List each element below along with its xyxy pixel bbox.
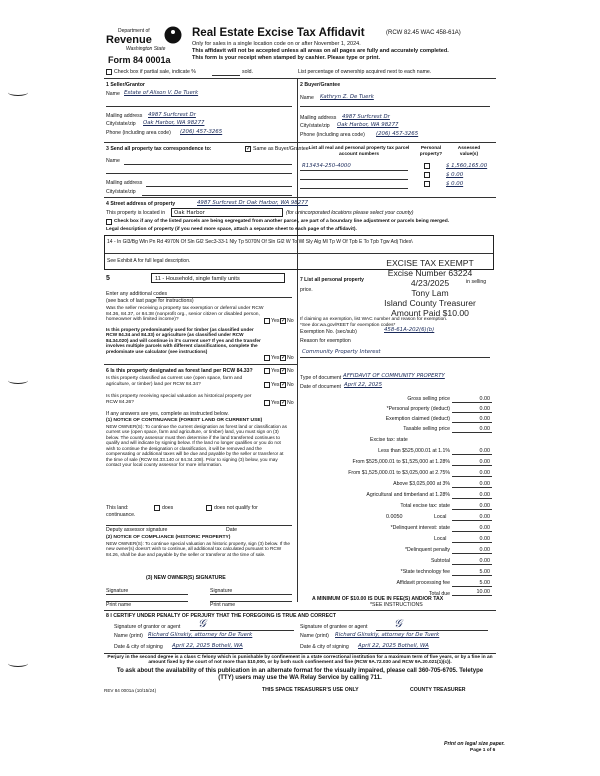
total-state-value[interactable]: 0.00 — [479, 503, 490, 509]
taxable-label: Taxable selling price — [403, 426, 450, 432]
tier3-label: From $1,525,000.01 to $3,025,000 at 2.75% — [348, 470, 450, 476]
proc-fee-line — [452, 586, 492, 587]
s6-q2-no-label: No — [287, 382, 294, 388]
subtotal-value[interactable]: 0.00 — [479, 558, 490, 564]
perjury-note: Perjury in the second degree is a class C felony which is punishable by confinement in a state correctional institution for a maximum term of five years, or by a fine in an amount fixed by the court of not more than $10,000, or by both such confinement and fine (RCW 9A.72.030 and RCW 9A.20.021(1)(c)). — [107, 655, 493, 666]
partial-pct-line — [212, 75, 240, 76]
gross-value[interactable]: 0.00 — [479, 396, 490, 402]
subtotal-label: Subtotal — [430, 558, 450, 564]
s6-ifyes: If any answers are yes, complete as instructed below. — [106, 411, 229, 417]
dor-logo-icon — [164, 26, 182, 44]
buyer-phone[interactable]: (206) 457-3265 — [376, 131, 419, 137]
notice2-heading: (2) NOTICE OF COMPLIANCE (HISTORIC PROPERTY) — [106, 535, 231, 540]
tier1-line — [452, 454, 492, 455]
header-note-2: This affidavit will not be accepted unless all areas on all pages are fully and accurately completed. — [192, 48, 449, 54]
grantor-name[interactable]: Richard Glinskiy, attorney for De Tuerk — [148, 632, 253, 638]
q1-yes-checkbox[interactable] — [264, 318, 270, 324]
page-number: Page 1 of 6 — [470, 748, 496, 753]
continuance-label: continuance. — [106, 512, 136, 518]
total-state-label: Total excise tax: state — [400, 503, 450, 509]
seller-phone-label: Phone (including area code) — [106, 130, 171, 136]
minimum-note: A MINIMUM OF $10.00 IS DUE IN FEE(S) AND/OR TAX — [312, 596, 444, 602]
buyer-address[interactable]: 4987 Surfcrest Dr — [342, 114, 390, 120]
exemption-no[interactable]: 458-61A-202(6)(b) — [384, 327, 435, 333]
subtotal-line — [452, 564, 492, 565]
delinq-pen-label: *Delinquent penalty — [405, 547, 450, 553]
tech-fee-value[interactable]: 5.00 — [479, 569, 490, 575]
land-use-select[interactable] — [151, 273, 285, 283]
tier1-value[interactable]: 0.00 — [479, 448, 490, 454]
does-not-label: does not qualify for — [214, 505, 258, 511]
rule-6 — [104, 364, 297, 365]
tier3-line — [452, 476, 492, 477]
grantor-date-label: Date & city of signing — [114, 644, 163, 650]
tier5-line — [452, 498, 492, 499]
s6-q1-no-label: No — [287, 368, 294, 374]
parcel-line-3 — [300, 188, 408, 189]
proc-fee-label: Affidavit processing fee — [396, 580, 450, 586]
form-title: Real Estate Excise Tax Affidavit — [192, 27, 365, 39]
s6-q1-yes[interactable] — [264, 368, 270, 374]
buyer-name-label: Name — [300, 95, 314, 101]
s3-addr-label: Mailing address — [106, 180, 143, 186]
legal-description: 14 - In Gl3/Bg Wln Pn Rd 4970N Of Sln Gl2 Sec3-33-1 Nly Tp 5070N Of Sln Gl2 W To Wl Sly Alg Ml Tp W Of Tpb E To Tpb Tgw Adj Tides\ — [107, 239, 413, 245]
section7-heading: 7 List all personal property — [300, 277, 364, 283]
sig-grantor-label: Signature of grantor or agent — [114, 624, 181, 630]
q1-yes-label: Yes — [271, 318, 280, 324]
boundary-checkbox[interactable] — [106, 219, 112, 225]
seller-addr-label: Mailing address — [106, 113, 143, 119]
exemption-reason[interactable]: Community Property Interest — [302, 349, 381, 355]
land-use-value: 11 - Household, single family units — [155, 276, 240, 282]
sold-label: sold. — [242, 69, 253, 75]
selling-label: in selling — [466, 279, 487, 285]
rule-footer — [104, 653, 496, 654]
tier2-label: From $525,000.01 to $1,525,000 at 1.28% — [352, 459, 450, 465]
taxable-value[interactable]: 0.00 — [479, 426, 490, 432]
print-line-2 — [210, 601, 292, 602]
parcel-line-1 — [300, 170, 408, 171]
this-land-label: This land: — [106, 505, 129, 511]
personal-checkbox-1[interactable] — [424, 163, 430, 169]
seller-extra-line — [106, 106, 292, 107]
see-instructions: *SEE INSTRUCTIONS — [370, 602, 423, 608]
stamp-line-4: Tony Lam — [411, 288, 449, 298]
tier5-value[interactable]: 0.00 — [479, 492, 490, 498]
sig-line-2 — [210, 594, 292, 595]
punch-mark — [8, 89, 28, 96]
header-note-3: This form is your receipt when stamped by cashier. Please type or print. — [192, 55, 380, 61]
q2-yes-label: Yes — [271, 355, 280, 361]
exclaimed-value[interactable]: 0.00 — [479, 416, 490, 422]
local-value[interactable]: 0.00 — [479, 514, 490, 520]
does-label: does — [162, 505, 174, 511]
tech-fee-line — [452, 575, 492, 576]
rule-3 — [104, 142, 496, 143]
buyer-heading: 2 Buyer/Grantee — [300, 82, 341, 88]
buyer-addr-label: Mailing address — [300, 115, 337, 121]
q2-no-checkbox[interactable]: ✓ — [281, 355, 287, 361]
grantee-signature[interactable]: 𝒢 — [394, 617, 402, 630]
sig-grantee-label: Signature of grantee or agent — [300, 624, 368, 630]
seller-heading: 1 Seller/Grantor — [106, 82, 145, 88]
local2-label: Local — [434, 536, 447, 542]
sig-line-1 — [106, 594, 188, 595]
total-due-value[interactable]: 10.00 — [476, 589, 490, 595]
personal-checkbox-3[interactable] — [424, 181, 430, 187]
doctype-label: Type of document — [300, 375, 342, 381]
seller-city-label: City/state/zip — [106, 121, 136, 127]
header-note-1: Only for sales in a single location code on or after November 1, 2024. — [192, 41, 361, 47]
personal-line — [452, 412, 492, 413]
grantee-date[interactable]: April 22, 2025 Bothell, WA — [358, 643, 429, 649]
assessed-value-1[interactable]: $ 1,560,165.00 — [446, 163, 488, 169]
section8-heading: 8 I CERTIFY UNDER PENALTY OF PERJURY THAT THE FOREGOING IS TRUE AND CORRECT — [106, 613, 336, 619]
print-name-label-1: Print name — [106, 602, 132, 608]
notice1-body: NEW OWNER(S): To continue the current designation as forest land or classification as current use (open space, farm and agriculture, or timber) land, you must sign on (3) below. The county assessor must then determine if the land transferred continues to qualify and will indicate by signing below. If the land no longer qualifies or you do not wish to continue the designation or classification, it will be removed and the compensating or additional taxes will be due and payable by the seller or transferor at the time of sale (RCW 84.33.140 or 84.34.108). Prior to signing (3) below, you may contact your local county assessor for more information. — [106, 424, 287, 468]
q1-no-label: No — [287, 318, 294, 324]
delinq-int-label: *Delinquent interest: state — [390, 525, 450, 531]
stamp-line-6: Amount Paid $10.00 — [391, 308, 469, 318]
parcel-line-2 — [300, 179, 408, 180]
assessed-value-2[interactable]: $ 0.00 — [446, 172, 464, 178]
reason-label: Reason for exemption — [300, 338, 351, 344]
personal-checkbox-2[interactable] — [424, 172, 430, 178]
exemption-no-label: Exemption No. (sec/sub) — [300, 329, 357, 335]
local-label: Local — [434, 514, 447, 520]
print-line-1 — [106, 601, 188, 602]
gross-line — [452, 402, 492, 403]
signature-label-1: Signature — [106, 588, 129, 594]
claim-label: If claiming an exemption, list WAC number and reason for exemption. *See dor.wa.gov/REET for exemption codes* — [300, 317, 448, 328]
state-tax-label: Excise tax: state — [370, 437, 408, 443]
section4-heading: 4 Street address of property — [106, 201, 176, 207]
q1-no-checkbox[interactable]: ✓ — [281, 318, 287, 324]
delinq-pen-line — [452, 553, 492, 554]
delinq-pen-value[interactable]: 0.00 — [479, 547, 490, 553]
ownership-note: List percentage of ownership acquired next to each name. — [298, 69, 432, 75]
seller-name[interactable]: Estate of Alison V. De Tuerk — [124, 90, 199, 96]
location-select[interactable] — [171, 208, 283, 217]
tier2-line — [452, 465, 492, 466]
sig-grantor-line — [190, 630, 294, 631]
s6-q1-no[interactable]: ✓ — [281, 368, 287, 374]
s6-q1-yes-label: Yes — [271, 368, 280, 374]
personal-heading: Personal property? — [419, 146, 443, 157]
seller-address[interactable]: 4987 Surfcrest Dr — [148, 112, 196, 118]
grantee-name[interactable]: Richard Glinskiy, attorney for De Tuerk — [335, 632, 440, 638]
does-checkbox[interactable] — [154, 505, 160, 511]
buyer-extra-line — [300, 106, 490, 107]
timber-question: Is this property predominately used for timber (as classified under RCW 84.34 and 84.33) or agriculture (as classified under RCW 84.34.020) and will continue in it's current use? If yes and the transfer involves multiple parcels with different classifications, complete the predominate use calculator (see instructions) — [106, 327, 261, 354]
parcel-heading: List all real and personal property tax parcel account numbers — [308, 146, 410, 157]
tier3-value[interactable]: 0.00 — [479, 470, 490, 476]
tier1-label: Less than $525,000.01 at 1.1% — [378, 448, 450, 454]
reason-line — [300, 357, 490, 358]
addl-codes-note: (see back of last page for instructions) — [106, 298, 194, 304]
document-type[interactable]: AFFIDAVIT OF COMMUNITY PROPERTY — [343, 373, 445, 379]
local2-value[interactable]: 0.00 — [479, 536, 490, 542]
column-divider — [297, 78, 298, 602]
s6-q3-no[interactable]: ✓ — [281, 400, 287, 406]
located-label: This property is located in — [106, 210, 166, 216]
grantor-signature[interactable]: 𝒢 — [198, 617, 206, 630]
deputy-sig-label: Deputy assessor signature — [106, 527, 168, 533]
boundary-label: Check box if any of the listed parcels are being segregated from another parcel, are part of a boundary line adjustment or parcels being merged. — [114, 219, 450, 224]
s6-q2-yes-label: Yes — [271, 382, 280, 388]
notice3-heading: (3) NEW OWNER(S) SIGNATURE — [146, 575, 226, 581]
exhibit-note: See Exhibit A for full legal description. — [107, 258, 191, 264]
exemption-question: Was the seller receiving a property tax exemption or deferral under RCW 84.36, 84.37, or 84.38 (nonprofit org., senior citizen or disabled person, homeowner with limited income)? — [106, 306, 264, 323]
does-not-checkbox[interactable] — [206, 505, 212, 511]
stamp-line-2: Excise Number 63224 — [387, 268, 473, 278]
proc-fee-value[interactable]: 5.00 — [479, 580, 490, 586]
print-name-label-2: Print name — [210, 602, 236, 608]
treasurer-only-label: THIS SPACE TREASURER'S USE ONLY — [262, 687, 359, 693]
parcel-number[interactable]: R13434-250-4000 — [302, 163, 351, 169]
seller-phone[interactable]: (206) 457-3265 — [180, 129, 223, 135]
s3-addr-line — [146, 186, 292, 187]
local-rate: 0.0050 — [386, 514, 403, 520]
alt-format-1: To ask about the availability of this publication in an alternate format for the visually impaired, please call 360-705-6705. Teletype — [116, 668, 484, 674]
total-due-label: Total due — [428, 591, 450, 597]
s3-line2 — [106, 173, 292, 174]
tier2-value[interactable]: 0.00 — [479, 459, 490, 465]
grantor-name-label: Name (print) — [114, 633, 143, 639]
total-state-line — [452, 509, 492, 510]
tier4-label: Above $3,025,000 at 3% — [393, 481, 450, 487]
s6-q3: Is this property receiving special valuation as historical property per RCW 84.26? — [106, 394, 252, 405]
section5-number: 5 — [106, 275, 110, 282]
gross-label: Gross selling price — [407, 396, 450, 402]
s6-q2: Is this property classified as current use (open space, farm and agriculture, or timber) land per RCW 84.34? — [106, 376, 243, 387]
location-select-value: Oak Harbor — [174, 210, 205, 216]
tech-fee-label: *State technology fee — [400, 569, 450, 575]
grantee-name-label: Name (print) — [300, 633, 329, 639]
county-treasurer-label: COUNTY TREASURER — [410, 687, 466, 693]
delinq-int-line — [452, 531, 492, 532]
form-number: Form 84 0001a — [108, 55, 171, 65]
price-label: price. — [300, 287, 313, 293]
exclaimed-line — [452, 422, 492, 423]
legal-size-note: Print on legal size paper. — [444, 741, 505, 747]
punch-mark — [8, 377, 28, 384]
deputy-sig-line — [106, 525, 292, 526]
top-rule — [104, 78, 496, 79]
buyer-phone-label: Phone (including area code) — [300, 132, 365, 138]
partial-sale-checkbox[interactable] — [106, 69, 112, 75]
seller-city[interactable]: Oak Harbor, WA 98277 — [143, 120, 205, 126]
buyer-city-label: City/state/zip — [300, 123, 330, 129]
buyer-city[interactable]: Oak Harbor, WA 98277 — [337, 122, 399, 128]
buyer-name[interactable]: Kathryn Z. De Tuerk — [320, 94, 374, 100]
local-line — [452, 520, 492, 521]
local2-line — [452, 542, 492, 543]
assessed-heading: Assessed value(s) — [457, 146, 481, 157]
legal-divider — [105, 253, 493, 254]
total-due-line — [452, 595, 492, 596]
grantor-date[interactable]: April 22, 2025 Bothell, WA — [172, 643, 243, 649]
same-as-buyer-checkbox[interactable]: ✓ — [246, 146, 252, 152]
legal-label: Legal description of property (if you need more space, attach a separate sheet to each page of the affidavit). — [106, 227, 357, 232]
notice1-heading: (1) NOTICE OF CONTINUANCE (FOREST LAND OR CURRENT USE) — [106, 418, 263, 423]
stamp-line-3: 4/23/2025 — [410, 278, 450, 288]
signature-label-2: Signature — [210, 588, 233, 594]
tier5-label: Agricultural and timberland at 1.28% — [366, 492, 450, 498]
same-as-buyer-label: Same as Buyer/Grantee — [253, 146, 309, 152]
rule-4 — [104, 197, 496, 198]
s6-q3-yes[interactable] — [264, 400, 270, 406]
state-label: Washington State — [126, 46, 166, 52]
uninc-note: (for unincorporated locations please select your county) — [286, 210, 414, 216]
tier4-value[interactable]: 0.00 — [479, 481, 490, 487]
addl-codes-label: Enter any additional codes — [106, 291, 168, 297]
exclaimed-label: Exemption claimed (deduct) — [385, 416, 450, 422]
delinq-int-value[interactable]: 0.00 — [479, 525, 490, 531]
q2-no-label: No — [287, 355, 294, 361]
partial-sale-label: Check box if partial sale, indicate % — [114, 69, 196, 75]
tier4-line — [452, 487, 492, 488]
punch-mark — [8, 660, 28, 667]
docdate-label: Date of document — [300, 384, 341, 390]
revenue-label: Revenue — [106, 34, 152, 46]
section3-heading: 3 Send all property tax correspondence to: — [106, 146, 212, 152]
s3-name-line — [124, 164, 292, 165]
section6-heading: 6 Is this property designated as forest land per RCW 84.33? — [106, 368, 253, 374]
notice2-body: NEW OWNER(S): To continue special valuation as historic property, sign (3) below. If the new owner(s) doesn't wish to continue, all additional tax calculated pursuant to RCW 84.26, shall be due and payable by the seller or transferor at the time of sale. — [106, 541, 291, 557]
s3-city-line — [142, 195, 292, 196]
document-date[interactable]: April 22, 2025 — [344, 382, 383, 388]
stamp-line-1: EXCISE TAX EXEMPT — [386, 258, 474, 268]
sig-grantee-line — [376, 630, 488, 631]
personal-label: *Personal property (deduct) — [386, 406, 450, 412]
q2-yes-checkbox[interactable] — [264, 355, 270, 361]
rcw-ref: (RCW 82.45 WAC 458-61A) — [386, 30, 461, 36]
rev-label: REV 84 0001a (10/15/24) — [104, 688, 157, 693]
s6-q3-yes-label: Yes — [271, 400, 280, 406]
taxable-line — [452, 432, 492, 433]
s3-city-label: City/state/zip — [106, 189, 136, 195]
s6-q3-no-label: No — [287, 400, 294, 406]
s6-q2-no[interactable]: ✓ — [281, 382, 287, 388]
s6-q2-yes[interactable] — [264, 382, 270, 388]
rule-8 — [104, 610, 496, 611]
seller-name-label: Name — [106, 91, 120, 97]
property-address[interactable]: 4987 Surfcrest Dr Oak Harbor, WA 98277 — [197, 200, 309, 206]
grantee-date-label: Date & city of signing — [300, 644, 349, 650]
personal-value[interactable]: 0.00 — [479, 406, 490, 412]
s3-name-label: Name — [106, 158, 120, 164]
deputy-date-label: Date — [226, 527, 237, 533]
assessed-value-3[interactable]: $ 0.00 — [446, 181, 464, 187]
alt-format-2: (TTY) users may use the WA Relay Service by calling 711. — [218, 675, 382, 681]
dept-label: Department of — [118, 28, 150, 34]
stamp-line-5: Island County Treasurer — [384, 298, 476, 308]
